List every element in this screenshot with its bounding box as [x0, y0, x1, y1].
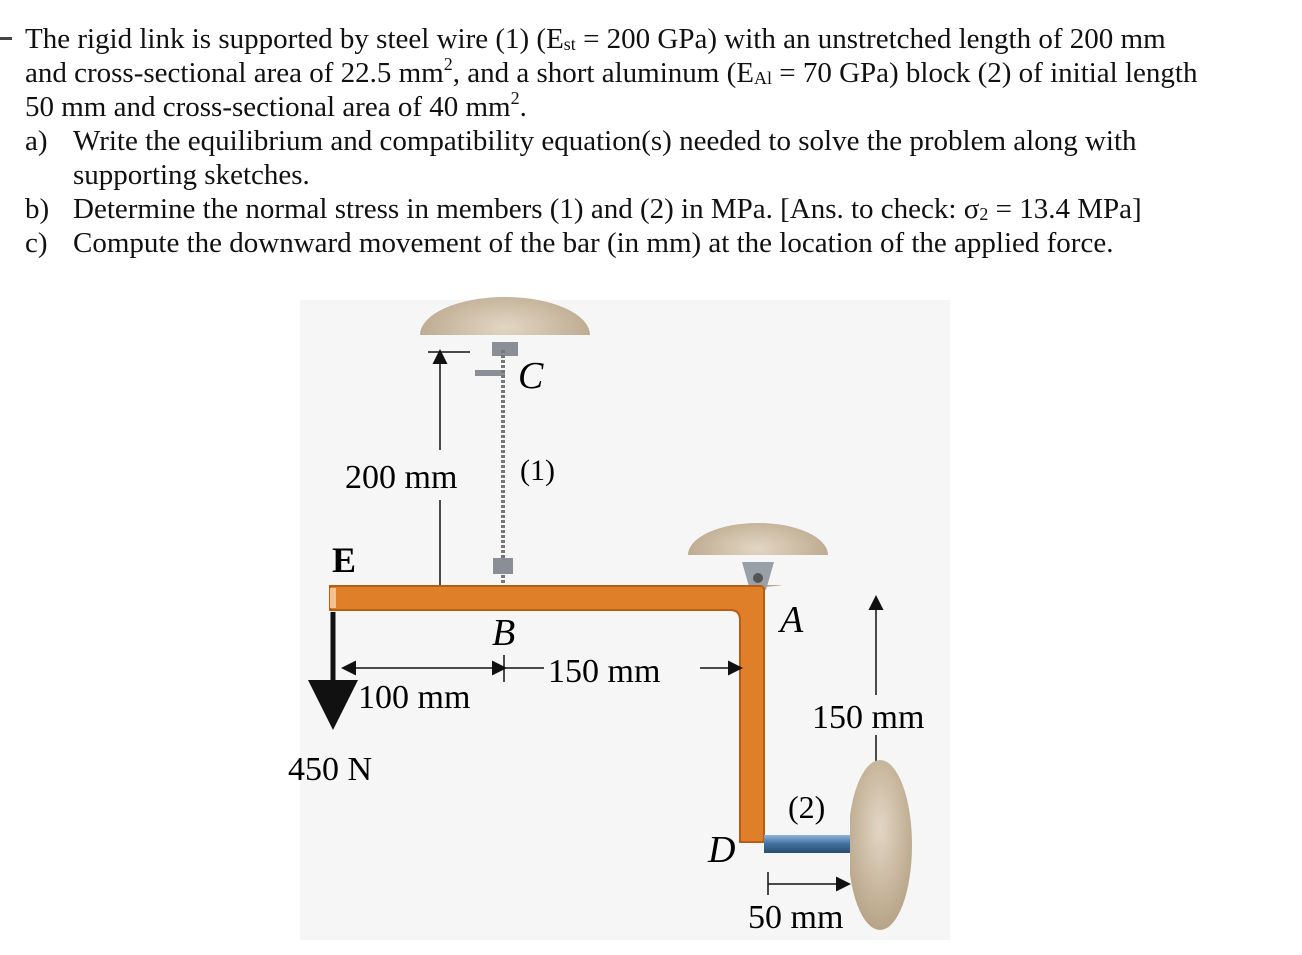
bullet-mark: [0, 37, 12, 40]
dim-label-100mm: 100 mm: [358, 679, 471, 716]
intro-text: and cross-sectional area of 22.5 mm: [25, 57, 444, 89]
aluminum-block-2: [764, 835, 850, 853]
intro-text: .: [519, 91, 527, 123]
part-label: b): [25, 193, 50, 225]
intro-text: = 200 GPa) with an unstretched length of 200 mm: [575, 23, 1166, 55]
problem-statement: [25, 22, 1275, 260]
label-wire-1: (1): [520, 454, 555, 487]
subscript-2: 2: [979, 204, 989, 224]
intro-text: The rigid link is supported by steel wire (1) (E: [25, 23, 564, 55]
dim-label-150mm-vertical: 150 mm: [812, 699, 925, 736]
wire-clamp-top: [492, 342, 518, 356]
figure: [280, 290, 980, 955]
intro-text: 50 mm and cross-sectional area of 40 mm: [25, 91, 511, 123]
part-b: [25, 192, 1275, 226]
intro-line-2: [25, 56, 1275, 90]
part-label: a): [25, 125, 48, 157]
label-E: E: [332, 540, 357, 580]
label-block-2: (2): [788, 789, 826, 825]
dim-label-200mm: 200 mm: [345, 459, 458, 496]
superscript-2: 2: [443, 54, 453, 74]
intro-text: = 70 GPa) block (2) of initial length: [771, 57, 1198, 89]
figure-svg: [280, 290, 980, 950]
load-label-450N: 450 N: [288, 751, 373, 788]
superscript-2: 2: [510, 88, 520, 108]
part-text: = 13.4 MPa]: [988, 193, 1142, 225]
part-text: supporting sketches.: [73, 159, 310, 191]
part-text: Compute the downward movement of the bar (in mm) at the location of the applied force.: [73, 227, 1114, 259]
subscript-st: st: [563, 34, 576, 54]
part-text: Determine the normal stress in members (1) and (2) in MPa. [Ans. to check: σ: [73, 193, 980, 225]
part-c: [25, 226, 1275, 260]
label-D: D: [708, 829, 736, 871]
intro-text: , and a short aluminum (E: [452, 57, 754, 89]
part-label: c): [25, 227, 48, 259]
part-a: [25, 124, 1275, 192]
label-C: C: [518, 355, 544, 397]
wall-support: [848, 760, 912, 930]
label-B: B: [492, 612, 516, 654]
subscript-al: Al: [753, 68, 772, 88]
intro-line-1: [25, 22, 1275, 56]
intro-line-3: [25, 90, 1275, 124]
dim-label-150mm-horizontal: 150 mm: [548, 653, 661, 690]
label-A: A: [780, 599, 804, 641]
wire-clamp-bottom: [493, 558, 513, 574]
dim-label-50mm: 50 mm: [748, 899, 844, 936]
part-text: Write the equilibrium and compatibility equation(s) needed to solve the problem along with: [73, 125, 1137, 157]
